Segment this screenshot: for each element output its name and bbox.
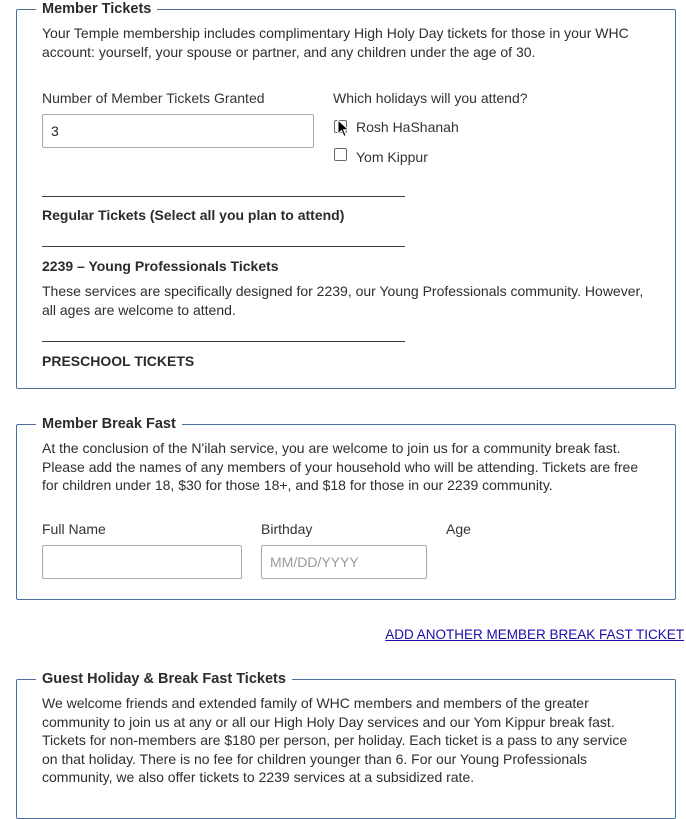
mouse-cursor-icon [337,119,351,139]
divider [42,341,405,342]
break-fast-legend: Member Break Fast [36,415,182,433]
young-professionals-heading: 2239 – Young Professionals Tickets [42,258,279,274]
add-break-fast-ticket-link[interactable]: ADD ANOTHER MEMBER BREAK FAST TICKET [385,627,684,642]
regular-tickets-heading: Regular Tickets (Select all you plan to attend) [42,207,345,223]
rosh-hashanah-label[interactable]: Rosh HaShanah [356,119,459,135]
birthday-label: Birthday [261,521,313,537]
tickets-granted-label: Number of Member Tickets Granted [42,90,265,106]
member-tickets-fieldset [16,1,676,389]
full-name-input[interactable] [42,545,242,579]
full-name-label: Full Name [42,521,106,537]
birthday-input[interactable] [261,545,427,579]
preschool-tickets-heading: PRESCHOOL TICKETS [42,353,195,369]
yom-kippur-label[interactable]: Yom Kippur [356,149,428,165]
break-fast-fieldset [16,416,676,600]
yom-kippur-checkbox[interactable] [334,148,347,161]
young-professionals-text: These services are specifically designed for 2239, our Young Professionals community. However, all ages are welcome to attend. [42,283,644,318]
divider [42,196,405,197]
break-fast-text: At the conclusion of the N'ilah service, you are welcome to join us for a community break fast. Please add the names of any members of your household who will be attending. Tickets are free for children under 18, $30 for those 18+, and $18 for those in our 2239 community. [42,440,639,494]
guest-tickets-text: We welcome friends and extended family of WHC members and members of the greater community to join us at any or all our High Holy Day services and our Yom Kippur break fast. Tickets for non-members are $180 per person, per holiday. Each ticket is a pass to any service on that holiday. There is no fee for children younger than 6. For our Young Professionals community, we also offer tickets to 2239 services at a subsidized rate. [42,695,628,786]
guest-tickets-legend: Guest Holiday & Break Fast Tickets [36,670,292,688]
age-label: Age [446,521,471,537]
holidays-label: Which holidays will you attend? [333,90,528,106]
member-tickets-intro: Your Temple membership includes complimentary High Holy Day tickets for those in your WHC account: yourself, your spouse or partner, and any children under the age of 30. [42,25,629,60]
guest-tickets-fieldset [16,671,676,819]
divider [42,246,405,247]
member-tickets-legend: Member Tickets [36,0,157,18]
tickets-granted-input[interactable] [42,114,314,148]
